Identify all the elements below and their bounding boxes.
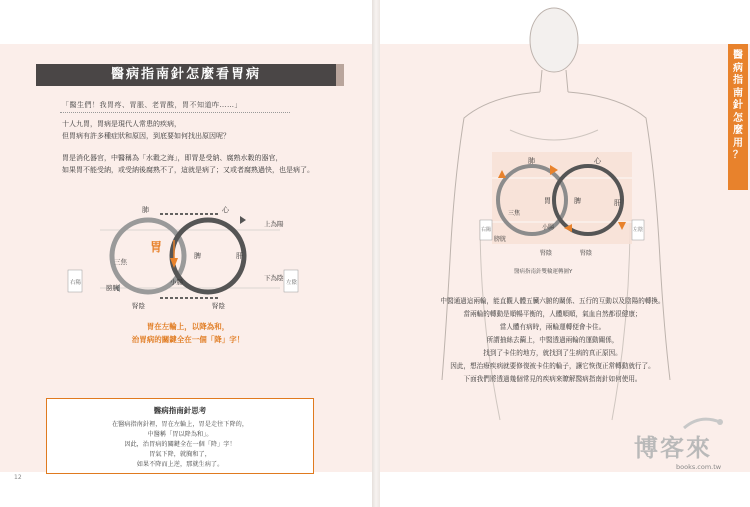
right-label-heart: 心: [594, 157, 601, 165]
label-heart: 心: [222, 206, 229, 214]
right-line-3: 當人體有病時，兩輪運轉便會卡住。: [499, 323, 606, 331]
label-triple-burner: 三焦: [114, 258, 127, 266]
think-line-2: 中醫稱「胃以降為和」。: [147, 431, 213, 438]
quote-text: 「醫生們！我胃疼、胃脹、老胃酸，胃不知道咋……」: [62, 101, 242, 109]
label-bladder: 膀胱: [106, 284, 119, 292]
book-gutter: [372, 0, 380, 507]
side-tab-char-9: ？: [733, 150, 743, 161]
caption-line-2: 治胃病的關鍵全在一個「降」字！: [131, 335, 245, 344]
body-line-1: 胃是消化器官，中醫稱為「水穀之海」，即胃是受納、腐熟水穀的器官，: [62, 154, 283, 162]
side-tab-text: [728, 50, 748, 163]
side-tab-char-7: 麼: [733, 125, 743, 136]
compass-diagram: [60, 196, 320, 312]
right-line-5: 找到了卡住的地方，就找到了生病的真正原因。: [483, 349, 622, 357]
think-line-1: 在醫病指南針裡，胃在左輪上，胃是走往下降的，: [111, 421, 249, 428]
think-line-3: 因此，治胃病的關鍵全在一個「降」字！: [124, 441, 236, 448]
right-line-4: 所謂抽絲去繭上，中醫透過兩輪的運動關係，: [486, 336, 619, 344]
label-right-side: 右陽: [70, 280, 82, 286]
arrow-right-wheel: [240, 216, 246, 224]
label-kidney-2: 腎陰: [212, 302, 225, 310]
right-line-7: 下面我們將透過幾個常見的疾病來瞭解醫病指南針如何使用。: [463, 375, 642, 383]
intro-line-1: 十人九胃，胃病是現代人常患的疾病，: [62, 120, 181, 128]
label-up-yang: 上為陽: [264, 220, 284, 228]
page-title: 醫病指南針怎麼看胃病: [36, 64, 336, 86]
side-tab-char-6: 怎: [733, 112, 743, 124]
body-line-2: 如果胃不能受納，或受納後腐熟不了，這就是病了；又或者腐熟過快，也是病了。: [62, 166, 314, 174]
label-kidney: 腎陰: [132, 302, 145, 310]
side-tab-char-5: 針: [733, 100, 743, 111]
right-label-liver: 肝: [614, 199, 621, 207]
think-line-5: 如果不降而上逆，那就生病了。: [136, 461, 224, 468]
diagram-caption: [98, 320, 278, 346]
intro-line-2: 但胃病有許多種症狀和原因，到底要如何找出原因呢？: [62, 132, 230, 140]
caption-line-1: 胃在左輪上，以降為和，: [146, 322, 230, 331]
right-line-6: 因此，想治療疾病就要修復被卡住的輪子，讓它恢復正常轉動就行了。: [450, 362, 655, 370]
label-spleen: 脾: [194, 252, 201, 260]
think-line-4: 胃氣下降，就胸和了，: [149, 451, 211, 458]
right-label-left: 左陰: [633, 227, 644, 233]
label-liver: 肝: [236, 252, 243, 260]
side-tab-char-4: 南: [733, 87, 743, 99]
right-line-2: 當兩輪的轉動是順暢平衡的，人體順順，氣血自然都很健康；: [463, 310, 642, 318]
waist-outline: [480, 220, 630, 420]
side-tab-char-1: 醫: [733, 50, 743, 61]
right-diagram-caption: 醫病指南針雙輪運轉圖Y: [514, 269, 573, 275]
label-lung: 肺: [142, 206, 149, 214]
right-label-stomach: 胃: [544, 197, 551, 205]
right-label-kidney-2: 腎陰: [580, 250, 593, 257]
title-accent: [336, 64, 344, 86]
chapter-side-tab: [728, 44, 748, 190]
watermark-url: books.com.tw: [676, 463, 722, 471]
side-tab-char-3: 指: [733, 75, 743, 86]
watermark-logo: 博客來: [634, 434, 712, 462]
page-number: 12: [14, 474, 22, 481]
side-tab-char-2: 病: [733, 62, 743, 74]
label-small-intestine: 小腸: [170, 278, 183, 286]
label-stomach: 胃: [150, 240, 163, 254]
side-tab-char-8: 用: [733, 137, 743, 149]
right-label-kidney: 腎陰: [540, 250, 553, 257]
right-label-small-intestine: 小腸: [542, 224, 555, 231]
right-label-bladder: 膀胱: [494, 236, 507, 243]
right-label-spleen: 脾: [574, 197, 581, 205]
chest-line: [510, 130, 598, 140]
think-box-title: 醫病指南針思考: [153, 406, 207, 415]
divider: [60, 112, 290, 113]
label-left-side: 左陰: [286, 280, 298, 286]
think-box: [46, 398, 314, 474]
right-label-right: 右陽: [481, 227, 492, 233]
head-outline: [530, 8, 578, 72]
neck-outline: [540, 70, 568, 92]
right-label-lung: 肺: [528, 157, 535, 165]
right-label-triple-burner: 三焦: [508, 210, 521, 217]
right-line-1: 中醫通過這兩輪，能直觀人體五臟六腑的關係、五行的互動以及陰陽的轉換。: [440, 297, 665, 305]
label-down-yin: 下為陰: [264, 274, 284, 282]
